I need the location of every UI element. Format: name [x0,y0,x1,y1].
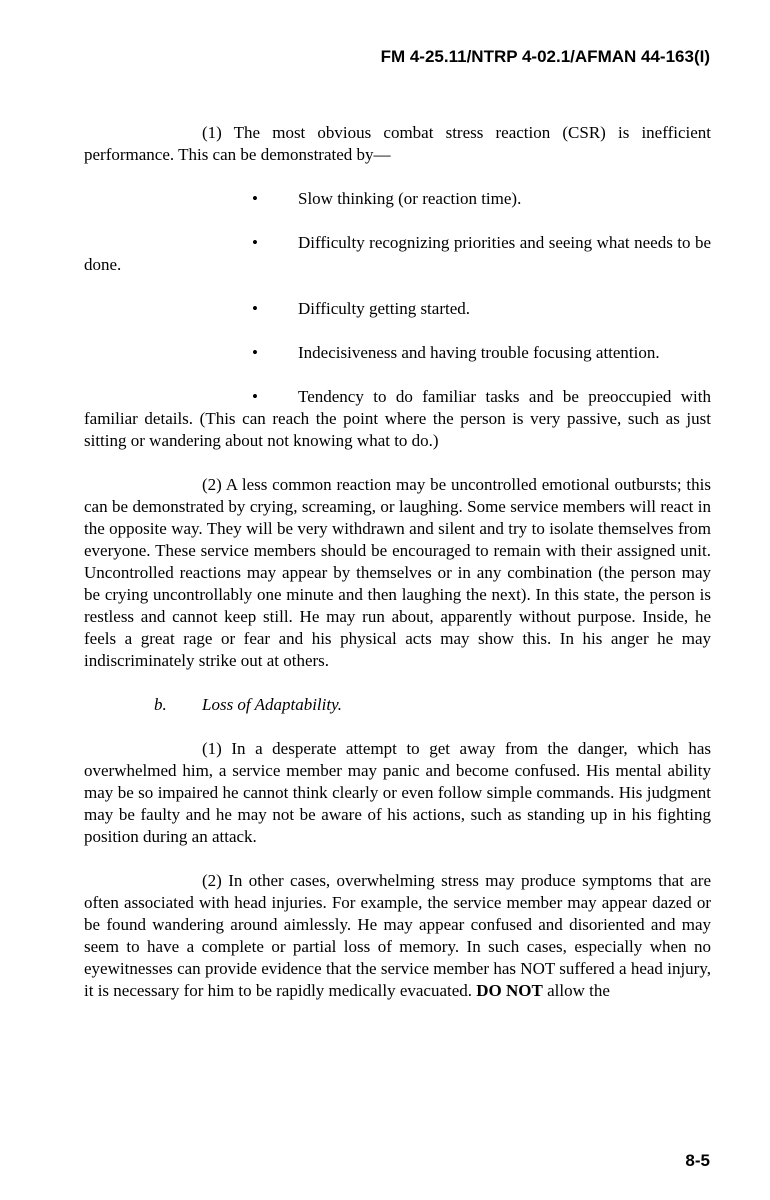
bullet-icon: • [252,189,258,208]
paragraph-1: (1) The most obvious combat stress reaction (CSR) is inefficient performance. This can be demonstrated by— [84,123,711,164]
paragraph-4-text: (2) In other cases, overwhelming stress may produce symptoms that are often associated with head injuries. For example, the service member may appear dazed or be found wandering around aimlessly. He may appear confused and disoriented and may seem to have a complete or partial loss of memory. In such cases, especially when no eyewitnesses can provide evidence that the service member has NOT suffered a head injury, it is necessary for him to be rapidly medically evacuated. [84,871,711,1000]
document-header: FM 4-25.11/NTRP 4-02.1/AFMAN 44-163(I) [380,47,710,66]
page-number: 8-5 [685,1151,710,1170]
bullet-item [84,232,711,276]
bullet-text: Slow thinking (or reaction time). [298,189,522,208]
bullet-item [84,386,711,452]
section-title: Loss of Adaptability. [202,695,342,714]
bullet-icon: • [252,387,258,406]
section-letter: b. [154,695,167,714]
bullet-icon: • [252,299,258,318]
bullet-text: Difficulty recognizing priorities and seeing what needs to be done. [84,233,711,274]
paragraph-4 [84,870,711,1002]
document-body [84,122,711,1002]
section-heading [84,694,711,716]
bullet-text: Indecisiveness and having trouble focusing attention. [298,343,660,362]
bullet-icon: • [252,233,258,252]
paragraph-4-emphasis: DO NOT [476,981,543,1000]
bullet-item [84,188,711,210]
paragraph-2: (2) A less common reaction may be uncontrolled emotional outbursts; this can be demonstrated by crying, screaming, or laughing. Some service members will react in the opposite way. They will be very withdrawn and silent and try to isolate themselves from everyone. These service members should be encouraged to remain with their assigned unit. Uncontrolled reactions may appear by themselves or in any combination (the person may be crying uncontrollably one minute and then laughing the next). In this state, the person is restless and cannot keep still. He may run about, apparently without purpose. Inside, he feels a great rage or fear and his physical acts may show this. In his anger he may indiscriminately strike out at others. [84,475,711,670]
paragraph-4-tail: allow the [542,981,610,1000]
bullet-item [84,298,711,320]
bullet-text: Difficulty getting started. [298,299,471,318]
bullet-item [84,342,711,364]
bullet-icon: • [252,343,258,362]
bullet-text: Tendency to do familiar tasks and be preoccupied with familiar details. (This can reach the point where the person is very passive, such as just sitting or wandering about not knowing what to do.) [84,387,711,450]
paragraph-3: (1) In a desperate attempt to get away from the danger, which has overwhelmed him, a service member may panic and become confused. His mental ability may be so impaired he cannot think clearly or even follow simple commands. His judgment may be faulty and he may not be aware of his actions, such as standing up in his fighting position during an attack. [84,739,711,846]
